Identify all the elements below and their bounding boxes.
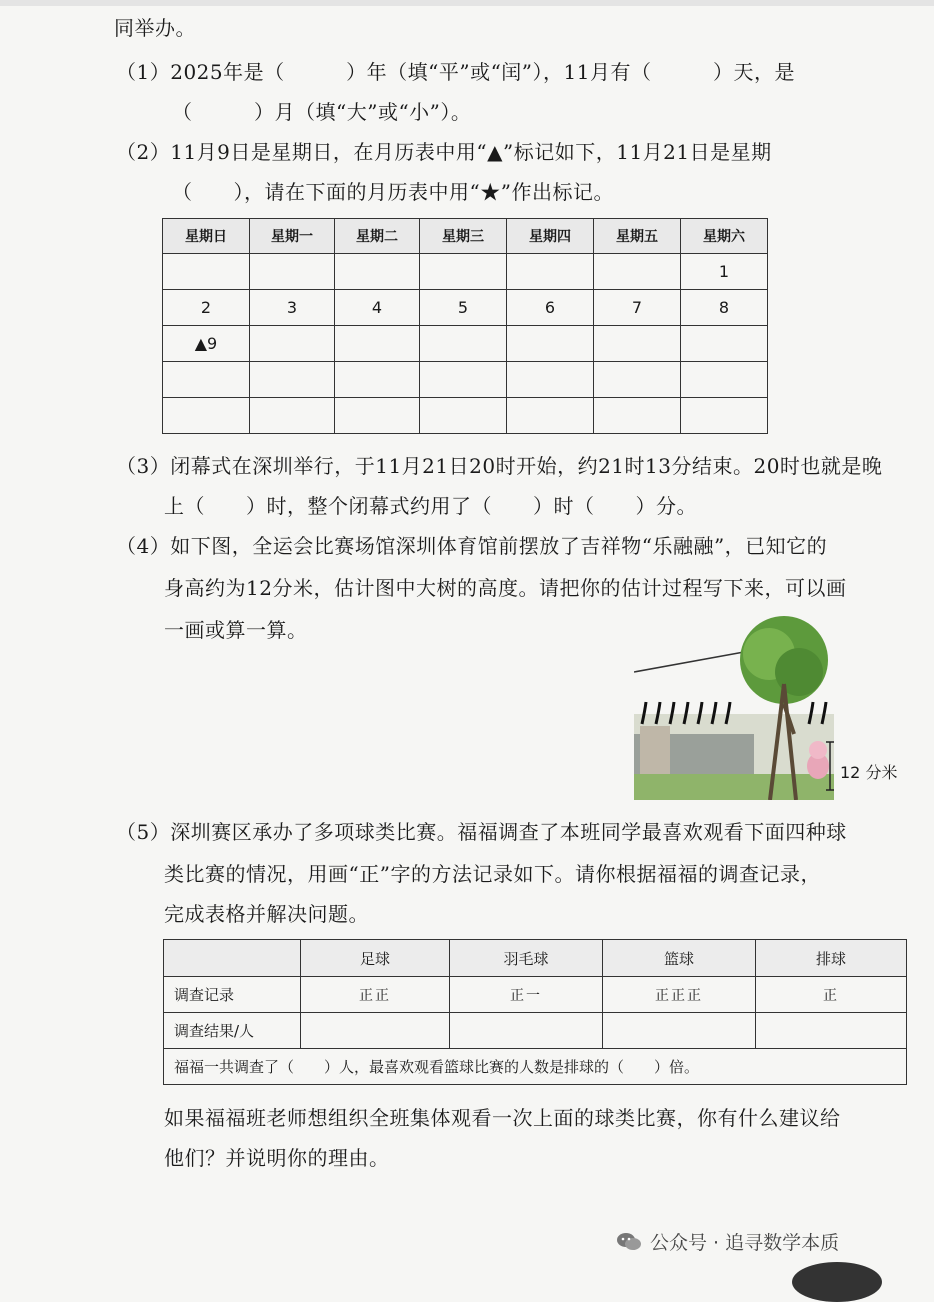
q3-line1: （3）闭幕式在深圳举行，于11月21日20时开始，约21时13分结束。20时也就是晚 bbox=[116, 454, 883, 478]
survey-row-label: 调查结果/人 bbox=[164, 1013, 301, 1049]
survey-header: 篮球 bbox=[603, 940, 756, 977]
wechat-icon bbox=[616, 1231, 642, 1253]
calendar-header-row bbox=[163, 219, 768, 254]
survey-table bbox=[163, 939, 907, 1085]
q5-line4: 如果福福班老师想组织全班集体观看一次上面的球类比赛，你有什么建议给 bbox=[164, 1106, 841, 1130]
footer-text: 公众号 · 追寻数学本质 bbox=[650, 1232, 840, 1254]
calendar-day-cell[interactable] bbox=[594, 254, 681, 290]
calendar-header: 星期三 bbox=[420, 219, 507, 254]
tree-and-mascot-figure bbox=[634, 614, 834, 800]
survey-result-row bbox=[164, 1013, 907, 1049]
mascot-height-label: 12 分米 bbox=[840, 763, 898, 782]
watermark-footer bbox=[616, 1228, 839, 1255]
corner-button[interactable] bbox=[792, 1262, 882, 1302]
calendar-day-cell[interactable] bbox=[420, 326, 507, 362]
q5-line1: （5）深圳赛区承办了多项球类比赛。福福调查了本班同学最喜欢观看下面四种球 bbox=[116, 820, 847, 844]
survey-header-blank bbox=[164, 940, 301, 977]
q2-line1: （2）11月9日是星期日，在月历表中用“▲”标记如下，11月21日是星期 bbox=[116, 140, 772, 164]
survey-header: 足球 bbox=[301, 940, 450, 977]
calendar-day-cell[interactable] bbox=[335, 398, 420, 434]
calendar-day-cell[interactable] bbox=[250, 362, 335, 398]
calendar-day-cell[interactable] bbox=[594, 326, 681, 362]
calendar-day-cell[interactable] bbox=[681, 398, 768, 434]
calendar-day-cell[interactable] bbox=[681, 326, 768, 362]
calendar-day-cell[interactable]: 1 bbox=[681, 254, 768, 290]
calendar-day-cell[interactable] bbox=[335, 326, 420, 362]
survey-header-row bbox=[164, 940, 907, 977]
q5-line3: 完成表格并解决问题。 bbox=[164, 902, 369, 926]
calendar-week-row bbox=[163, 326, 768, 362]
survey-header: 排球 bbox=[756, 940, 907, 977]
calendar-day-cell[interactable]: 8 bbox=[681, 290, 768, 326]
q4-line2: 身高约为12分米，估计图中大树的高度。请把你的估计过程写下来，可以画 bbox=[164, 576, 847, 600]
tree-illustration bbox=[634, 614, 834, 800]
survey-question-row bbox=[164, 1049, 907, 1085]
result-cell[interactable] bbox=[450, 1013, 603, 1049]
calendar-header: 星期二 bbox=[335, 219, 420, 254]
calendar-header: 星期四 bbox=[507, 219, 594, 254]
result-cell[interactable] bbox=[603, 1013, 756, 1049]
calendar-day-cell[interactable] bbox=[594, 362, 681, 398]
calendar-day-cell[interactable]: 3 bbox=[250, 290, 335, 326]
calendar-day-cell[interactable]: 7 bbox=[594, 290, 681, 326]
calendar-day-cell[interactable] bbox=[250, 398, 335, 434]
tally-cell: 正正 bbox=[301, 977, 450, 1013]
tally-cell: 正一 bbox=[450, 977, 603, 1013]
calendar-header: 星期六 bbox=[681, 219, 768, 254]
result-cell[interactable] bbox=[756, 1013, 907, 1049]
calendar-day-cell[interactable] bbox=[335, 362, 420, 398]
calendar-week-row bbox=[163, 398, 768, 434]
q1-line2: （ ）月（填“大”或“小”）。 bbox=[172, 100, 472, 124]
q5-line5: 他们？并说明你的理由。 bbox=[164, 1146, 390, 1170]
calendar-day-cell[interactable] bbox=[250, 254, 335, 290]
q5-line2: 类比赛的情况，用画“正”字的方法记录如下。请你根据福福的调查记录， bbox=[164, 862, 821, 886]
calendar-day-cell[interactable]: 5 bbox=[420, 290, 507, 326]
result-cell[interactable] bbox=[301, 1013, 450, 1049]
q1-line1: （1）2025年是（ ）年（填“平”或“闰”），11月有（ ）天，是 bbox=[116, 60, 795, 84]
calendar-day-cell[interactable] bbox=[420, 362, 507, 398]
calendar-day-cell[interactable] bbox=[420, 398, 507, 434]
q4-line1: （4）如下图，全运会比赛场馆深圳体育馆前摆放了吉祥物“乐融融”，已知它的 bbox=[116, 534, 828, 558]
calendar-day-cell[interactable] bbox=[163, 254, 250, 290]
calendar-day-cell[interactable] bbox=[507, 398, 594, 434]
calendar-week-row bbox=[163, 290, 768, 326]
q3-line2: 上（ ）时，整个闭幕式约用了（ ）时（ ）分。 bbox=[164, 494, 697, 518]
survey-row-label: 调查记录 bbox=[164, 977, 301, 1013]
calendar-week-row bbox=[163, 254, 768, 290]
month-calendar bbox=[162, 218, 768, 434]
calendar-header: 星期一 bbox=[250, 219, 335, 254]
calendar-day-cell[interactable] bbox=[163, 362, 250, 398]
continuation-text: 同举办。 bbox=[114, 16, 196, 40]
calendar-header: 星期日 bbox=[163, 219, 250, 254]
calendar-day-cell[interactable] bbox=[335, 254, 420, 290]
calendar-day-cell[interactable]: ▲9 bbox=[163, 326, 250, 362]
calendar-day-cell[interactable] bbox=[681, 362, 768, 398]
calendar-day-cell[interactable]: 4 bbox=[335, 290, 420, 326]
calendar-day-cell[interactable] bbox=[507, 326, 594, 362]
top-edge bbox=[0, 0, 934, 6]
survey-question: 福福一共调查了（ ）人，最喜欢观看篮球比赛的人数是排球的（ ）倍。 bbox=[164, 1049, 907, 1085]
tally-cell: 正正正 bbox=[603, 977, 756, 1013]
calendar-day-cell[interactable] bbox=[507, 362, 594, 398]
survey-record-row bbox=[164, 977, 907, 1013]
calendar-day-cell[interactable]: 6 bbox=[507, 290, 594, 326]
calendar-day-cell[interactable]: 2 bbox=[163, 290, 250, 326]
q4-line3: 一画或算一算。 bbox=[164, 618, 308, 642]
calendar-day-cell[interactable] bbox=[594, 398, 681, 434]
tally-cell: 正 bbox=[756, 977, 907, 1013]
calendar-day-cell[interactable] bbox=[420, 254, 507, 290]
calendar-day-cell[interactable] bbox=[507, 254, 594, 290]
q2-line2: （ ），请在下面的月历表中用“★”作出标记。 bbox=[172, 180, 614, 204]
calendar-week-row bbox=[163, 362, 768, 398]
calendar-day-cell[interactable] bbox=[250, 326, 335, 362]
calendar-header: 星期五 bbox=[594, 219, 681, 254]
calendar-day-cell[interactable] bbox=[163, 398, 250, 434]
survey-header: 羽毛球 bbox=[450, 940, 603, 977]
